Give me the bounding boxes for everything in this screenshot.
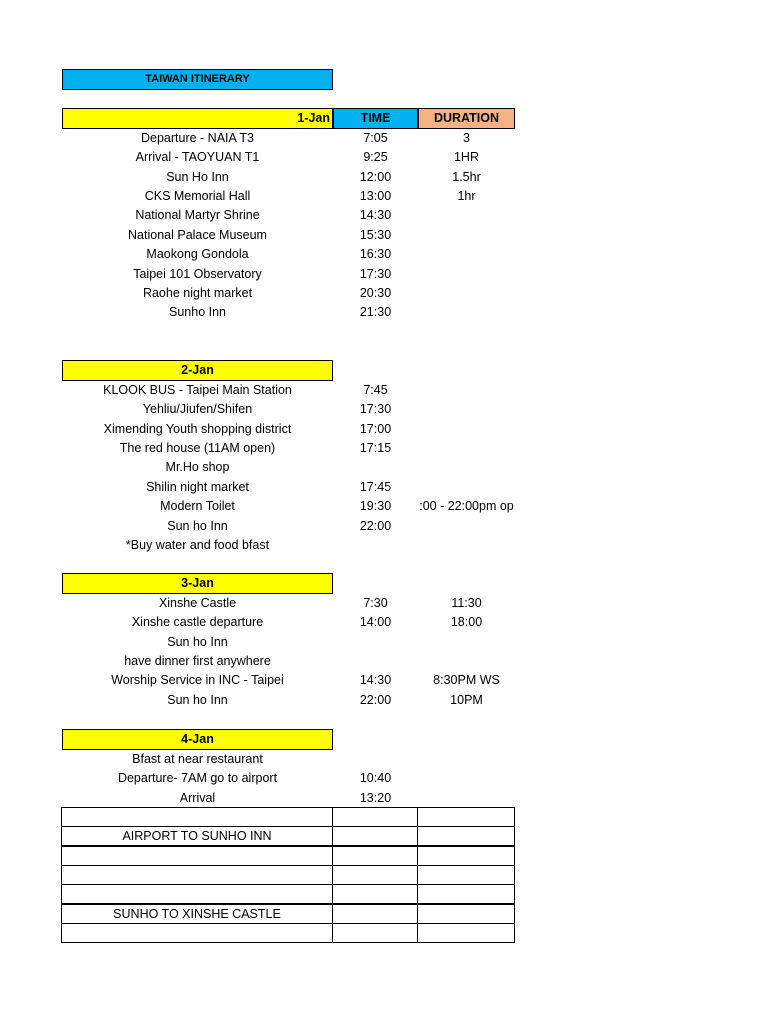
transport-table-cell <box>417 846 515 866</box>
time-cell <box>333 458 418 477</box>
transport-table-cell <box>332 884 418 904</box>
time-cell: 20:30 <box>359 285 392 300</box>
time-cell <box>333 652 418 671</box>
itinerary-title: TAIWAN ITINERARY <box>62 69 333 90</box>
day-label: 1-Jan <box>62 108 333 129</box>
activity-cell: Sun ho Inn <box>167 634 228 649</box>
transport-table-cell <box>332 923 418 943</box>
duration-cell <box>418 536 515 555</box>
duration-cell <box>418 632 515 651</box>
activity-cell: Modern Toilet <box>160 499 235 514</box>
time-cell: 16:30 <box>359 247 392 262</box>
time-cell: 17:30 <box>359 266 392 281</box>
transport-table-cell <box>332 865 418 885</box>
duration-cell: 1HR <box>453 150 479 165</box>
transport-table-row <box>62 827 515 847</box>
duration-cell: :00 - 22:00pm op <box>419 499 514 514</box>
activity-cell: Departure - NAIA T3 <box>140 130 254 145</box>
time-cell: 13:00 <box>359 188 392 203</box>
transport-table-cell <box>417 884 515 904</box>
activity-cell: *Buy water and food bfast <box>125 537 270 552</box>
activity-cell: National Martyr Shrine <box>135 208 260 223</box>
time-cell: 10:40 <box>359 771 392 786</box>
transport-table-row <box>62 808 515 828</box>
transport-table-cell <box>417 807 515 827</box>
duration-cell <box>418 769 515 788</box>
activity-cell: Sunho Inn <box>169 305 226 320</box>
time-cell: 21:30 <box>359 305 392 320</box>
time-cell: 22:00 <box>359 518 392 533</box>
transport-table-cell: SUNHO TO XINSHE CASTLE <box>61 904 333 924</box>
duration-cell <box>418 400 515 419</box>
duration-cell <box>418 419 515 438</box>
transport-table-cell <box>332 826 418 846</box>
transport-table-cell <box>61 923 333 943</box>
duration-column-header: DURATION <box>418 108 515 129</box>
activity-cell: Sun ho Inn <box>167 692 228 707</box>
time-cell: 9:25 <box>363 150 388 165</box>
duration-cell <box>418 516 515 535</box>
time-cell: 22:00 <box>359 692 392 707</box>
activity-cell: Arrival - TAOYUAN T1 <box>135 150 260 165</box>
transport-table-row <box>62 905 515 925</box>
activity-cell: The red house (11AM open) <box>119 440 276 455</box>
transport-table-row <box>62 885 515 905</box>
time-cell <box>333 536 418 555</box>
duration-cell <box>418 750 515 769</box>
time-cell: 19:30 <box>359 499 392 514</box>
transport-table-row <box>62 866 515 886</box>
day-label: 3-Jan <box>62 573 333 594</box>
activity-cell: Taipei 101 Observatory <box>133 266 262 281</box>
duration-cell <box>418 381 515 400</box>
duration-cell: 3 <box>463 130 470 145</box>
time-cell: 14:30 <box>359 673 392 688</box>
activity-cell: KLOOK BUS - Taipei Main Station <box>103 382 292 397</box>
duration-cell <box>418 439 515 458</box>
transport-table-cell <box>61 865 333 885</box>
transport-table-cell <box>417 865 515 885</box>
activity-cell: Departure- 7AM go to airport <box>117 771 278 786</box>
transport-table-cell <box>417 904 515 924</box>
duration-cell <box>418 652 515 671</box>
duration-cell: 1hr <box>457 188 476 203</box>
activity-cell: Sun ho Inn <box>167 518 228 533</box>
duration-cell <box>418 788 515 807</box>
time-cell: 17:45 <box>359 479 392 494</box>
transport-table-cell <box>417 923 515 943</box>
transport-table-cell <box>61 884 333 904</box>
activity-cell: National Palace Museum <box>128 227 267 242</box>
activity-cell: have dinner first anywhere <box>124 653 271 668</box>
day-label: 2-Jan <box>62 360 333 381</box>
time-cell <box>333 632 418 651</box>
activity-cell: Maokong Gondola <box>146 247 249 262</box>
transport-table-cell <box>417 826 515 846</box>
duration-cell: 18:00 <box>450 615 483 630</box>
duration-cell <box>418 458 515 477</box>
activity-cell: Xinshe castle departure <box>131 615 264 630</box>
activity-cell: Yehliu/Jiufen/Shifen <box>142 402 253 417</box>
time-cell: 7:45 <box>363 382 388 397</box>
day-label: 4-Jan <box>62 729 333 750</box>
activity-cell: Mr.Ho shop <box>165 460 230 475</box>
duration-cell <box>418 478 515 497</box>
activity-cell: Shilin night market <box>146 479 249 494</box>
time-cell: 7:05 <box>363 130 388 145</box>
activity-cell: Bfast at near restaurant <box>132 751 263 766</box>
transport-table-row <box>62 847 515 867</box>
time-cell: 14:00 <box>359 615 392 630</box>
time-cell: 7:30 <box>363 595 388 610</box>
transport-table-cell <box>332 904 418 924</box>
transport-table-cell <box>332 846 418 866</box>
time-cell: 14:30 <box>359 208 392 223</box>
activity-cell: Arrival <box>179 790 216 805</box>
duration-cell: 10PM <box>450 692 483 707</box>
duration-cell <box>418 303 515 322</box>
duration-cell <box>418 284 515 303</box>
duration-cell <box>418 245 515 264</box>
activity-cell: Worship Service in INC - Taipei <box>111 673 284 688</box>
transport-table-cell: AIRPORT TO SUNHO INN <box>61 826 333 846</box>
time-cell: 17:15 <box>359 440 392 455</box>
activity-cell: Xinshe Castle <box>158 595 237 610</box>
time-cell: 15:30 <box>359 227 392 242</box>
duration-cell <box>418 206 515 225</box>
time-cell <box>333 750 418 769</box>
activity-cell: Ximending Youth shopping district <box>103 421 292 436</box>
duration-cell: 8:30PM WS <box>433 673 500 688</box>
time-cell: 17:30 <box>359 402 392 417</box>
transport-table-cell <box>61 807 333 827</box>
transport-table-cell <box>332 807 418 827</box>
time-cell: 12:00 <box>359 169 392 184</box>
duration-cell: 11:30 <box>451 595 482 610</box>
time-column-header: TIME <box>333 108 418 129</box>
activity-cell: Sun Ho Inn <box>166 169 229 184</box>
time-cell: 13:20 <box>359 790 392 805</box>
transport-table-cell <box>61 846 333 866</box>
time-cell: 17:00 <box>359 421 392 436</box>
activity-cell: CKS Memorial Hall <box>144 188 251 203</box>
duration-cell: 1.5hr <box>452 169 481 184</box>
duration-cell <box>418 226 515 245</box>
duration-cell <box>418 264 515 283</box>
transport-table-row <box>62 924 515 944</box>
activity-cell: Raohe night market <box>142 285 253 300</box>
